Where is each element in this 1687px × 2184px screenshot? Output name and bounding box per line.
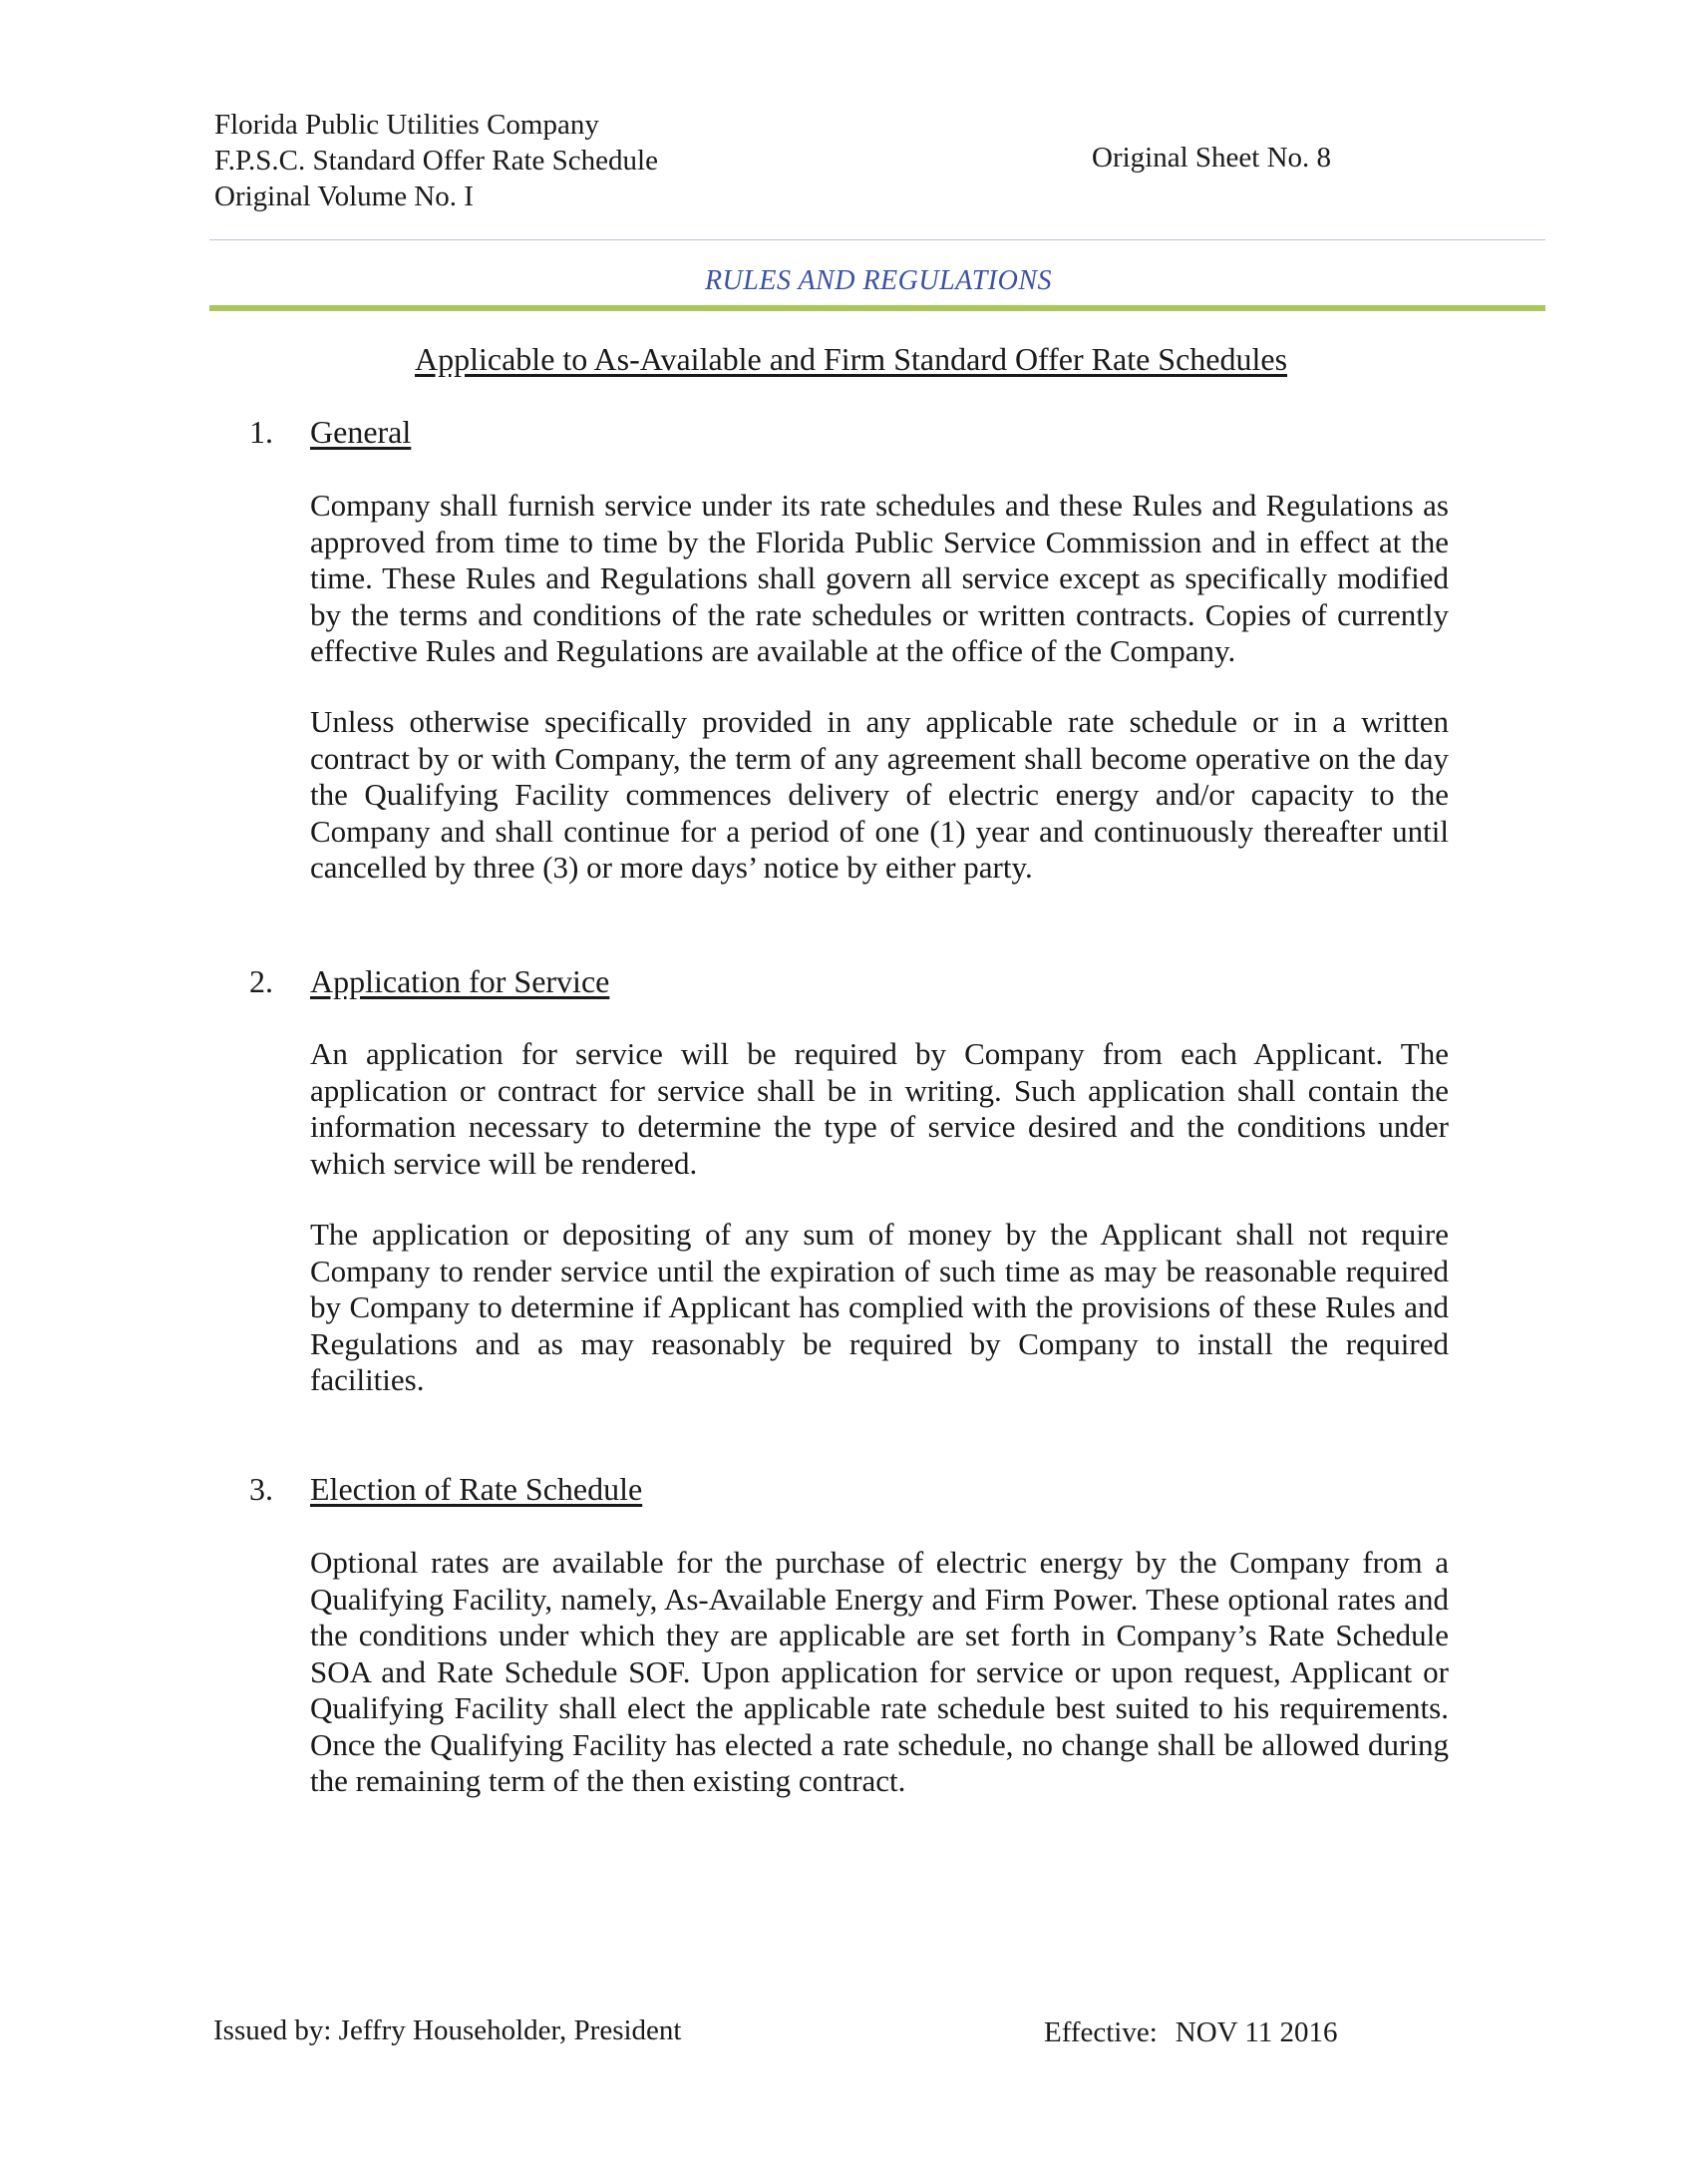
issued-by: Issued by: Jeffry Householder, President xyxy=(213,2014,682,2046)
section-number: 1. xyxy=(249,414,273,450)
document-subtitle: Applicable to As-Available and Firm Standard Offer Rate Schedules xyxy=(415,341,1288,377)
section-number: 2. xyxy=(249,963,273,999)
effective-block xyxy=(1044,2016,1338,2049)
section-banner-text: RULES AND REGULATIONS xyxy=(704,265,1053,296)
paragraph: Company shall furnish service under its rate schedules and these Rules and Regulations as approved from time to time by the Florida Public Service Commission and in effect at the time. These Rules and Regulations shall govern all service except as specifically modified by the terms and conditions of the rate schedules or written contracts. Copies of currently effective Rules and Regulations are available at the office of the Company. xyxy=(310,488,1449,668)
section-title: Election of Rate Schedule xyxy=(310,1471,643,1507)
section-title: General xyxy=(310,414,412,450)
section-number: 3. xyxy=(249,1471,273,1507)
effective-label: Effective: xyxy=(1044,2016,1158,2048)
paragraph: An application for service will be required by Company from each Applicant. The application or contract for service shall be in writing. Such application shall contain the information necessary to determine the type of service desired and the conditions under which service will be rendered. xyxy=(310,1036,1449,1181)
section-title: Application for Service xyxy=(310,963,610,999)
header-block xyxy=(214,107,658,214)
paragraph: Unless otherwise specifically provided in any applicable rate schedule or in a written contract by or with Company, the term of any agreement shall become operative on the day the Qualifying Facility commences delivery of electric energy and/or capacity to the Company and shall continue for a period of one (1) year and continuously thereafter until cancelled by three (3) or more days’ notice by either party. xyxy=(310,704,1449,885)
paragraph: The application or depositing of any sum of money by the Applicant shall not require Company to render service until the expiration of such time as may be reasonable required by Company to determine if Applicant has complied with the provisions of these Rules and Regulations and as may reasonably be required by Company to install the required facilities. xyxy=(310,1217,1449,1397)
paragraph: Optional rates are available for the purchase of electric energy by the Company from a Qualifying Facility, namely, As-Available Energy and Firm Power. These optional rates and the conditions under which they are applicable are set forth in Company’s Rate Schedule SOA and Rate Schedule SOF. Upon application for service or upon request, Applicant or Qualifying Facility shall elect the applicable rate schedule best suited to his requirements. Once the Qualifying Facility has elected a rate schedule, no change shall be allowed during the remaining term of the then existing contract. xyxy=(310,1545,1449,1798)
company-name: Florida Public Utilities Company xyxy=(214,109,599,141)
effective-date: NOV 11 2016 xyxy=(1175,2016,1338,2048)
volume-number: Original Volume No. I xyxy=(214,181,474,212)
rate-schedule-name: F.P.S.C. Standard Offer Rate Schedule xyxy=(214,145,658,177)
header-divider xyxy=(209,239,1545,240)
sheet-number: Original Sheet No. 8 xyxy=(1092,142,1332,174)
section-banner xyxy=(0,265,1687,297)
banner-divider xyxy=(209,305,1545,311)
